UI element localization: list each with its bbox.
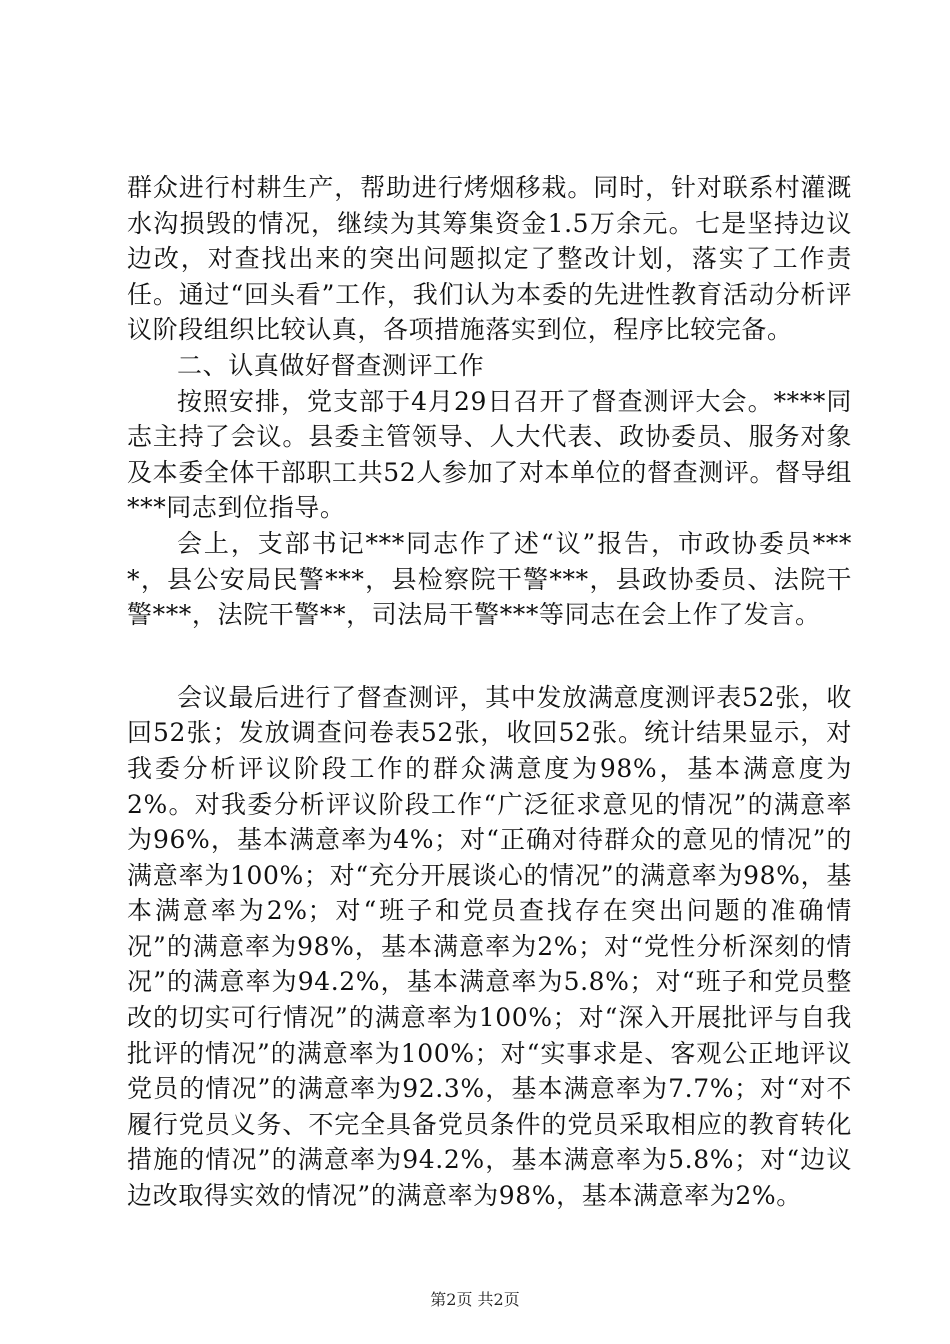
paragraph-continuation: 群众进行村耕生产，帮助进行烤烟移栽。同时，针对联系村灌溉水沟损毁的情况，继续为其筹集资金1.5万余元。七是坚持边议边改，对查找出来的突出问题拟定了整改计划，落实了工作责任。通过“回头看”工作，我们认为本委的先进性教育活动分析评议阶段组织比较认真，各项措施落实到位，程序比较完备。	[127, 173, 852, 345]
section-heading: 二、认真做好督查测评工作	[177, 350, 485, 380]
page-number-footer: 第2页 共2页	[430, 1290, 520, 1309]
document-body	[127, 170, 852, 1214]
paragraph-results: 会议最后进行了督查测评，其中发放满意度测评表52张，收回52张；发放调查问卷表52张，收回52张。统计结果显示，对我委分析评议阶段工作的群众满意度为98%，基本满意度为2%。对我委分析评议阶段工作“广泛征求意见的情况”的满意率为96%，基本满意率为4%；对“正确对待群众的意见的情况”的满意率为100%；对“充分开展谈心的情况”的满意率为98%，基本满意率为2%；对“班子和党员查找存在突出问题的准确情况”的满意率为98%，基本满意率为2%；对“党性分析深刻的情况”的满意率为94.2%，基本满意率为5.8%；对“班子和党员整改的切实可行情况”的满意率为100%；对“深入开展批评与自我批评的情况”的满意率为100%；对“实事求是、客观公正地评议党员的情况”的满意率为92.3%，基本满意率为7.7%；对“对不履行党员义务、不完全具备党员条件的党员采取相应的教育转化措施的情况”的满意率为94.2%，基本满意率为5.8%；对“边议边改取得实效的情况”的满意率为98%，基本满意率为2%。	[127, 682, 852, 1211]
paragraph-meeting: 按照安排，党支部于4月29日召开了督查测评大会。****同志主持了会议。县委主管领导、人大代表、政协委员、服务对象及本委全体干部职工共52人参加了对本单位的督查测评。督导组***同志到位指导。	[127, 386, 852, 523]
paragraph-speakers: 会上，支部书记***同志作了述“议”报告，市政协委员****，县公安局民警***，县检察院干警***，县政协委员、法院干警***，法院干警**，司法局干警***等同志在会上作了发言。	[127, 528, 852, 630]
